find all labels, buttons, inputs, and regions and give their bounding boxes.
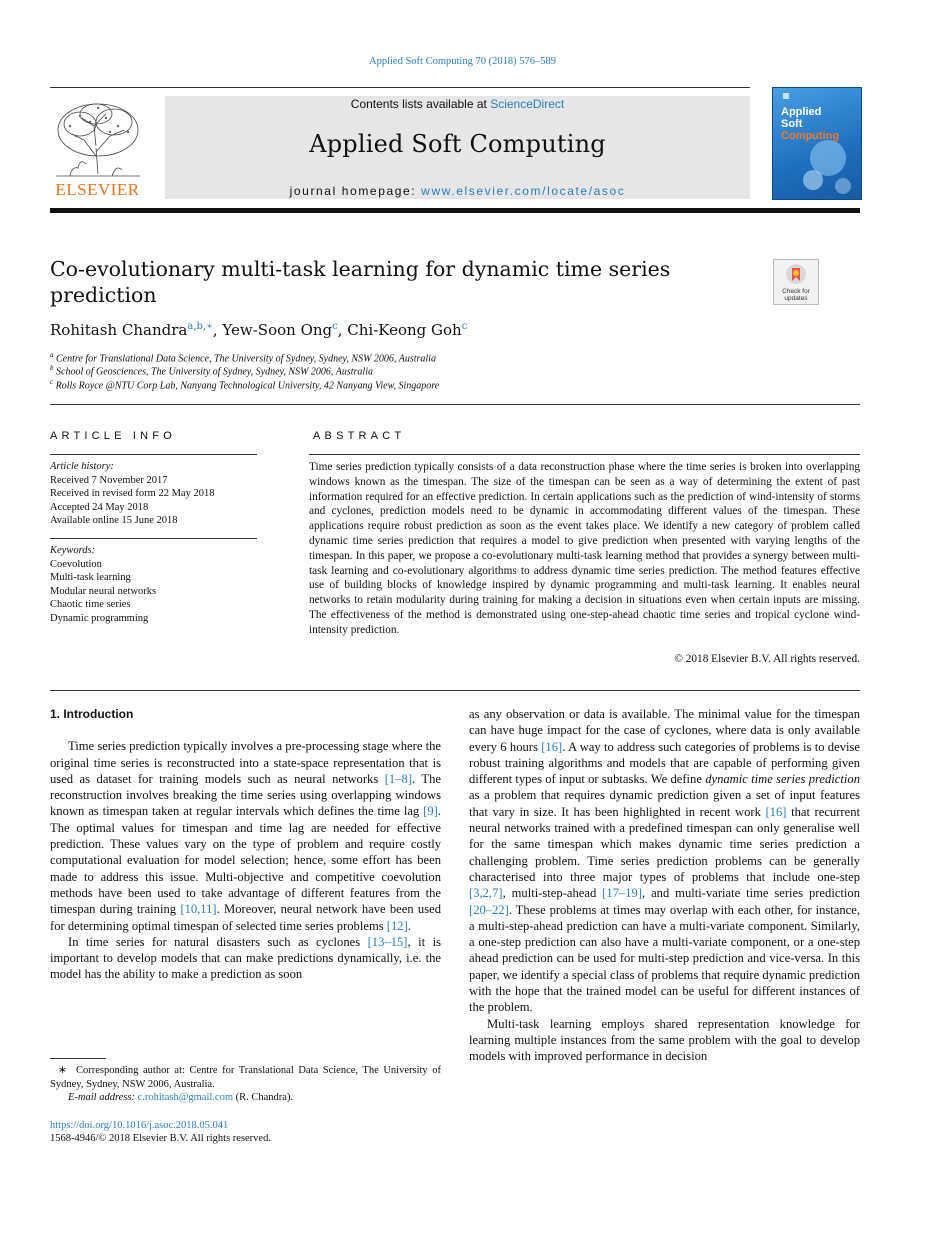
paragraph-text: that recurrent neural networks trained with a predefined timespan can only generalise well for the same timespan which makes dynamic time series prediction a challenging problem. Time series prediction problems can be generally characterised into three major types of problems that include one-step (469, 804, 861, 884)
keyword: Modular neural networks (50, 585, 157, 597)
article-title (50, 256, 730, 308)
article-info-heading: ARTICLE INFO (50, 430, 176, 442)
article-history (50, 460, 260, 528)
intro-left-column (50, 706, 441, 983)
author-affiliation-marks[interactable]: c (461, 321, 468, 332)
paragraph-text: . The optimal values for timespan and time lag are needed for effective prediction. These values vary on the type of problem and require costly computational evaluation for model selection; hence, some effort has been made to address this issue. Multi-objective and competitive coevolution methods have been used to take advantage of different features from the timespan during training (50, 804, 441, 917)
contents-prefix: Contents lists available at (350, 97, 491, 111)
intro-right-column (469, 706, 860, 1065)
journal-cover-image (772, 87, 862, 200)
intro-heading: 1. Introduction (50, 707, 134, 721)
author-list: Rohitash Chandra$^{a,b,∗}$, Yew-Soon Ong$^c$, Chi-Keong Goh$^c$ (50, 321, 468, 339)
author-affiliation-marks[interactable]: a,b,∗ (187, 321, 213, 332)
keywords (50, 544, 260, 625)
abstract-rule (309, 454, 860, 455)
affiliation-mark: c (50, 378, 54, 386)
section-rule (50, 404, 860, 405)
affiliation-text: Centre for Translational Data Science, The University of Sydney, Sydney, NSW 2006, Australia (56, 353, 436, 365)
paragraph-text: . These problems at times may overlap with each other, for instance, a multi-step-ahead prediction can have a multi-variate component. Similarly, a one-step prediction can also have a multi-variate component, or a one-step ahead prediction can be used for multi-step prediction and vice-versa. In this paper, we identify a special class of problems that require dynamic prediction with the hope that the trained model can be useful for different instances of the problem. (469, 902, 860, 1015)
title-line-1: Co-evolutionary multi-task learning for dynamic time series (50, 257, 671, 281)
paragraph-text: Time series prediction typically involves a pre-processing stage where the original time series is reconstructed into a state-space representation that is used as dataset for training models such as neural networks (50, 739, 441, 786)
citation-link[interactable]: [17–19] (602, 886, 643, 901)
cover-line-1: Applied (781, 106, 822, 118)
history-item: Received in revised form 22 May 2018 (50, 488, 215, 499)
citation-link[interactable]: [13–15] (367, 934, 408, 949)
history-item: Received 7 November 2017 (50, 474, 168, 486)
author-name[interactable]: Chi-Keong Goh (347, 321, 462, 339)
citation-link[interactable]: [16] (541, 739, 563, 754)
bookmark-icon (785, 263, 807, 287)
paragraph-text: , it is important to develop models that can make predictions dynamically, i.e. the model has the ability to make a prediction as soon (50, 934, 442, 982)
abstract-text: Time series prediction typically consists of a data reconstruction phase where the time series is broken into overlapping windows known as the timespan. The size of the timespan can be seen as a way of determining the extent of past information required for an effective prediction. In certain applications such as the prediction of wind-intensity of storms and cyclones, prediction models need to be dynamic in accommodating different values of the timespan. These applications require robust prediction as soon as the event takes place. We identify a new category of problem called dynamic time series prediction that requires a model to give prediction when presented with varying lengths of the timespan. In this paper, we propose a co-evolutionary multi-task learning method that provides a synergy between multi-task learning and co-evolutionary algorithms to address dynamic time series prediction. The method features effective use of building blocks of knowledge inspired by dynamic programming and multi-task learning. It enables neural networks to retain modularity during training for making a decision in situations even when certain inputs are missing. The effectiveness of the method is demonstrated using one-step-ahead chaotic time series and tropical cyclone wind-intensity prediction. (309, 461, 860, 636)
article-info-rule (50, 454, 257, 455)
intro-paragraph (469, 706, 860, 1016)
affiliation (50, 364, 373, 377)
paragraph-text: . Moreover, neural network have been used for determining optimal timespan of selected time series problems (50, 902, 441, 933)
footnote-text: Corresponding author at: Centre for Translational Data Science, The University of Sydney, Sydney, NSW 2006, Australia. (50, 1065, 441, 1090)
keyword: Chaotic time series (50, 599, 131, 610)
check-for-updates-badge[interactable] (773, 259, 819, 305)
contents-line (165, 97, 750, 111)
keyword: Dynamic programming (50, 612, 149, 624)
email-suffix: (R. Chandra). (233, 1092, 294, 1103)
keyword: Coevolution (50, 558, 102, 570)
keywords-rule (50, 538, 257, 539)
affiliation-text: School of Geosciences, The University of Sydney, Sydney, NSW 2006, Australia (56, 366, 373, 378)
cover-line-2: Soft (781, 118, 803, 130)
cover-bubbles-icon (773, 88, 861, 199)
intro-paragraph: Multi-task learning employs shared representation knowledge for learning multiple instances from the same problem with the goal to develop models with improved performance in decision (469, 1016, 860, 1064)
badge-line-2: updates (784, 295, 808, 302)
journal-title: Applied Soft Computing (309, 130, 606, 158)
paragraph-text: as any observation or data is available. The minimal value for the timespan can have huge impact for the case of cyclones, where data is only available every 6 hours (469, 707, 860, 754)
author-name[interactable]: Rohitash Chandra (50, 321, 188, 339)
affiliation (50, 378, 439, 391)
paragraph-text: , and multi-variate time series prediction (642, 886, 861, 901)
paragraph-text: . (407, 918, 411, 933)
badge-line-1: Check for (782, 288, 810, 295)
paragraph-text: as a problem that requires dynamic prediction given a set of input features that vary in size. It has been highlighted in recent work (469, 788, 860, 819)
citation-link[interactable]: [9] (423, 804, 438, 819)
elsevier-logo (50, 96, 145, 200)
author-name[interactable]: Yew-Soon Ong (222, 321, 333, 339)
sciencedirect-link[interactable]: ScienceDirect (490, 97, 565, 111)
homepage-link[interactable]: www.elsevier.com/locate/asoc (421, 184, 626, 198)
corresponding-author-footnote (50, 1064, 441, 1105)
history-item: Accepted 24 May 2018 (50, 501, 149, 513)
abstract-copyright: © 2018 Elsevier B.V. All rights reserved. (674, 653, 860, 665)
paragraph-text: In time series for natural disasters such as cyclones (68, 934, 368, 949)
affiliation-text: Rolls Royce @NTU Corp Lab, Nanyang Technological University, 42 Nanyang View, Singapore (55, 380, 440, 392)
journal-citation[interactable]: Applied Soft Computing 70 (2018) 576–589 (369, 56, 556, 67)
citation-link[interactable]: [1–8] (384, 771, 413, 786)
section-rule (50, 690, 860, 691)
citation-link[interactable]: [20–22] (469, 902, 509, 917)
journal-homepage (165, 184, 750, 198)
publisher-logo-text: ELSEVIER (55, 180, 140, 199)
history-label: Article history: (50, 461, 114, 472)
paragraph-text: . The reconstruction involves breaking the time series using overlapping windows known as timespan taken at regular intervals which defines the time lag (50, 771, 441, 819)
cover-line-3: Computing (781, 130, 840, 142)
issn-line: 1568-4946/© 2018 Elsevier B.V. All rights reserved. (50, 1133, 271, 1144)
affiliation (50, 351, 436, 364)
email-link[interactable]: c.rohitash@gmail.com (137, 1092, 234, 1103)
homepage-prefix: journal homepage: (289, 184, 422, 198)
title-line-2: prediction (50, 283, 157, 307)
affiliation-mark: a (50, 351, 54, 359)
emphasis-term: dynamic time series prediction (705, 772, 860, 787)
paragraph-text: . A way to address such categories of problems is to devise robust training algorithms and models that are capable of performing given different types of input or subtasks. We define (469, 739, 860, 787)
header-thick-rule (50, 208, 860, 213)
citation-link[interactable]: [10,11] (180, 902, 217, 917)
citation-link[interactable]: [3,2,7] (469, 886, 503, 901)
email-label: E-mail address: (68, 1092, 138, 1103)
keywords-label: Keywords: (50, 545, 96, 556)
affiliation-mark: b (50, 364, 54, 372)
doi-link[interactable]: https://doi.org/10.1016/j.asoc.2018.05.041 (50, 1120, 229, 1131)
abstract-heading: ABSTRACT (313, 430, 406, 442)
citation-link[interactable]: [12] (386, 918, 408, 933)
intro-paragraph (50, 738, 441, 934)
footnote-rule (50, 1058, 106, 1059)
history-item: Available online 15 June 2018 (50, 515, 178, 526)
author-affiliation-marks[interactable]: c (332, 321, 338, 332)
keyword: Multi-task learning (50, 572, 131, 583)
header-rule (50, 87, 750, 88)
intro-paragraph (50, 934, 441, 983)
badge-label (774, 288, 818, 302)
paragraph-text: , multi-step-ahead (502, 886, 603, 901)
citation-link[interactable]: [16] (765, 804, 787, 819)
footnote-mark: ∗ (58, 1065, 67, 1076)
cover-title (781, 106, 839, 142)
